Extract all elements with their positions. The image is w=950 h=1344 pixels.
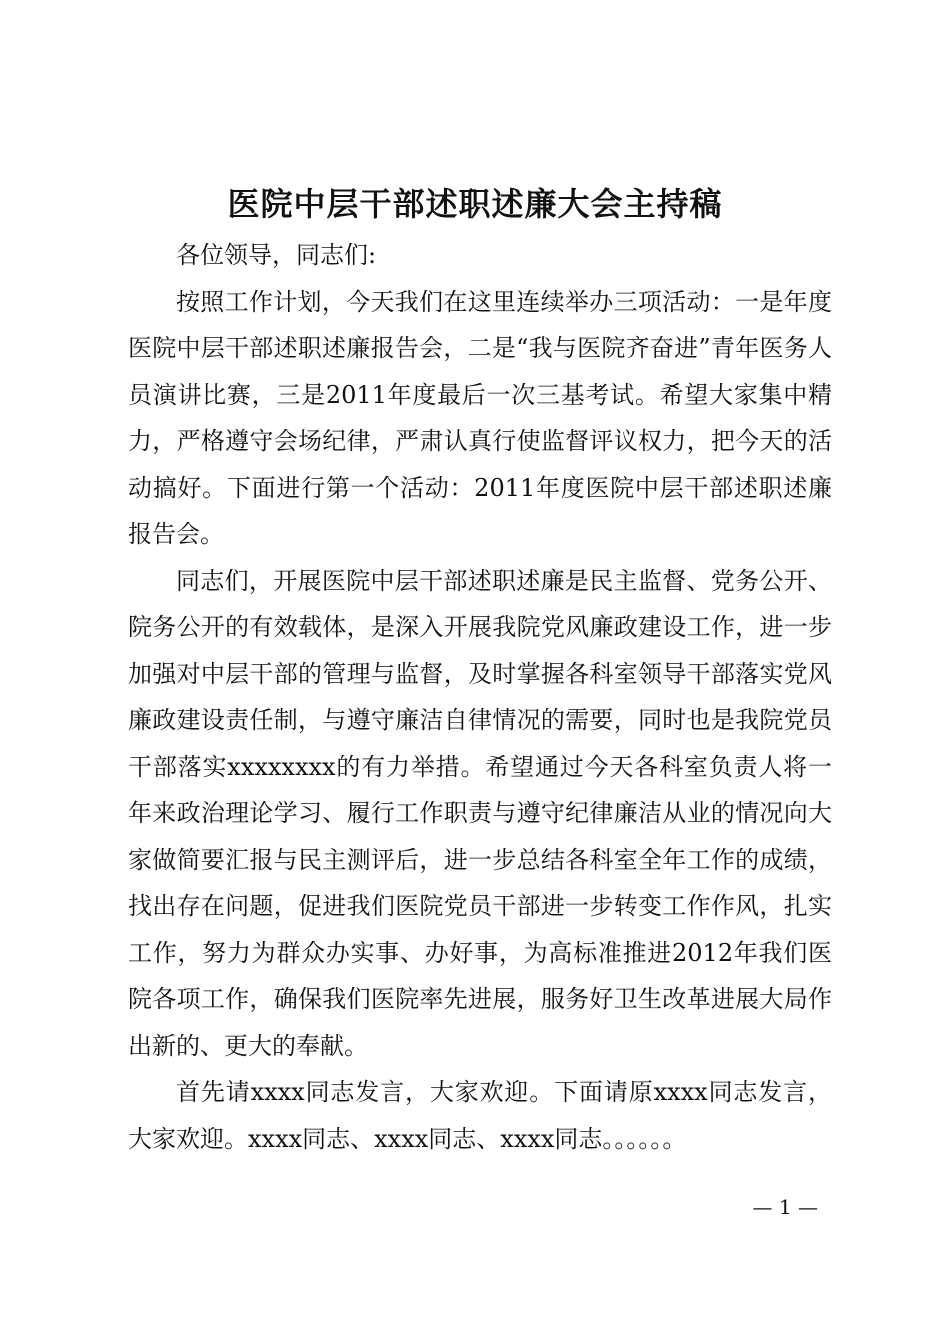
paragraph-speakers: 首先请xxxx同志发言，大家欢迎。下面请原xxxx同志发言，大家欢迎。xxxx同志、xxxx同志、xxxx同志。。。。。。 [128,1078,832,1153]
paragraph-agenda: 按照工作计划，今天我们在这里连续举办三项活动：一是年度医院中层干部述职述廉报告会，二是“我与医院齐奋进”青年医务人员演讲比赛，三是2011年度最后一次三基考试。希望大家集中精力，严格遵守会场纪律，严肃认真行使监督评议权力，把今天的活动搞好。下面进行第一个活动：2011年度医院中层干部述职述廉报告会。 [128,287,832,548]
document-body [128,232,832,1162]
page-number: — 1 — [752,1195,818,1219]
paragraph-purpose: 同志们，开展医院中层干部述职述廉是民主监督、党务公开、院务公开的有效载体，是深入开展我院党风廉政建设工作，进一步加强对中层干部的管理与监督，及时掌握各科室领导干部落实党风廉政建设责任制，与遵守廉洁自律情况的需要，同时也是我院党员干部落实xxxxxxxx的有力举措。希望通过今天各科室负责人将一年来政治理论学习、履行工作职责与遵守纪律廉洁从业的情况向大家做简要汇报与民主测评后，进一步总结各科室全年工作的成绩，找出存在问题，促进我们医院党员干部进一步转变工作作风，扎实工作，努力为群众办实事、办好事，为高标准推进2012年我们医院各项工作，确保我们医院率先进展，服务好卫生改革进展大局作出新的、更大的奉献。 [128,566,832,1060]
document-title: 医院中层干部述职述廉大会主持稿 [227,185,723,223]
paragraph-greeting: 各位领导，同志们: [176,241,377,269]
